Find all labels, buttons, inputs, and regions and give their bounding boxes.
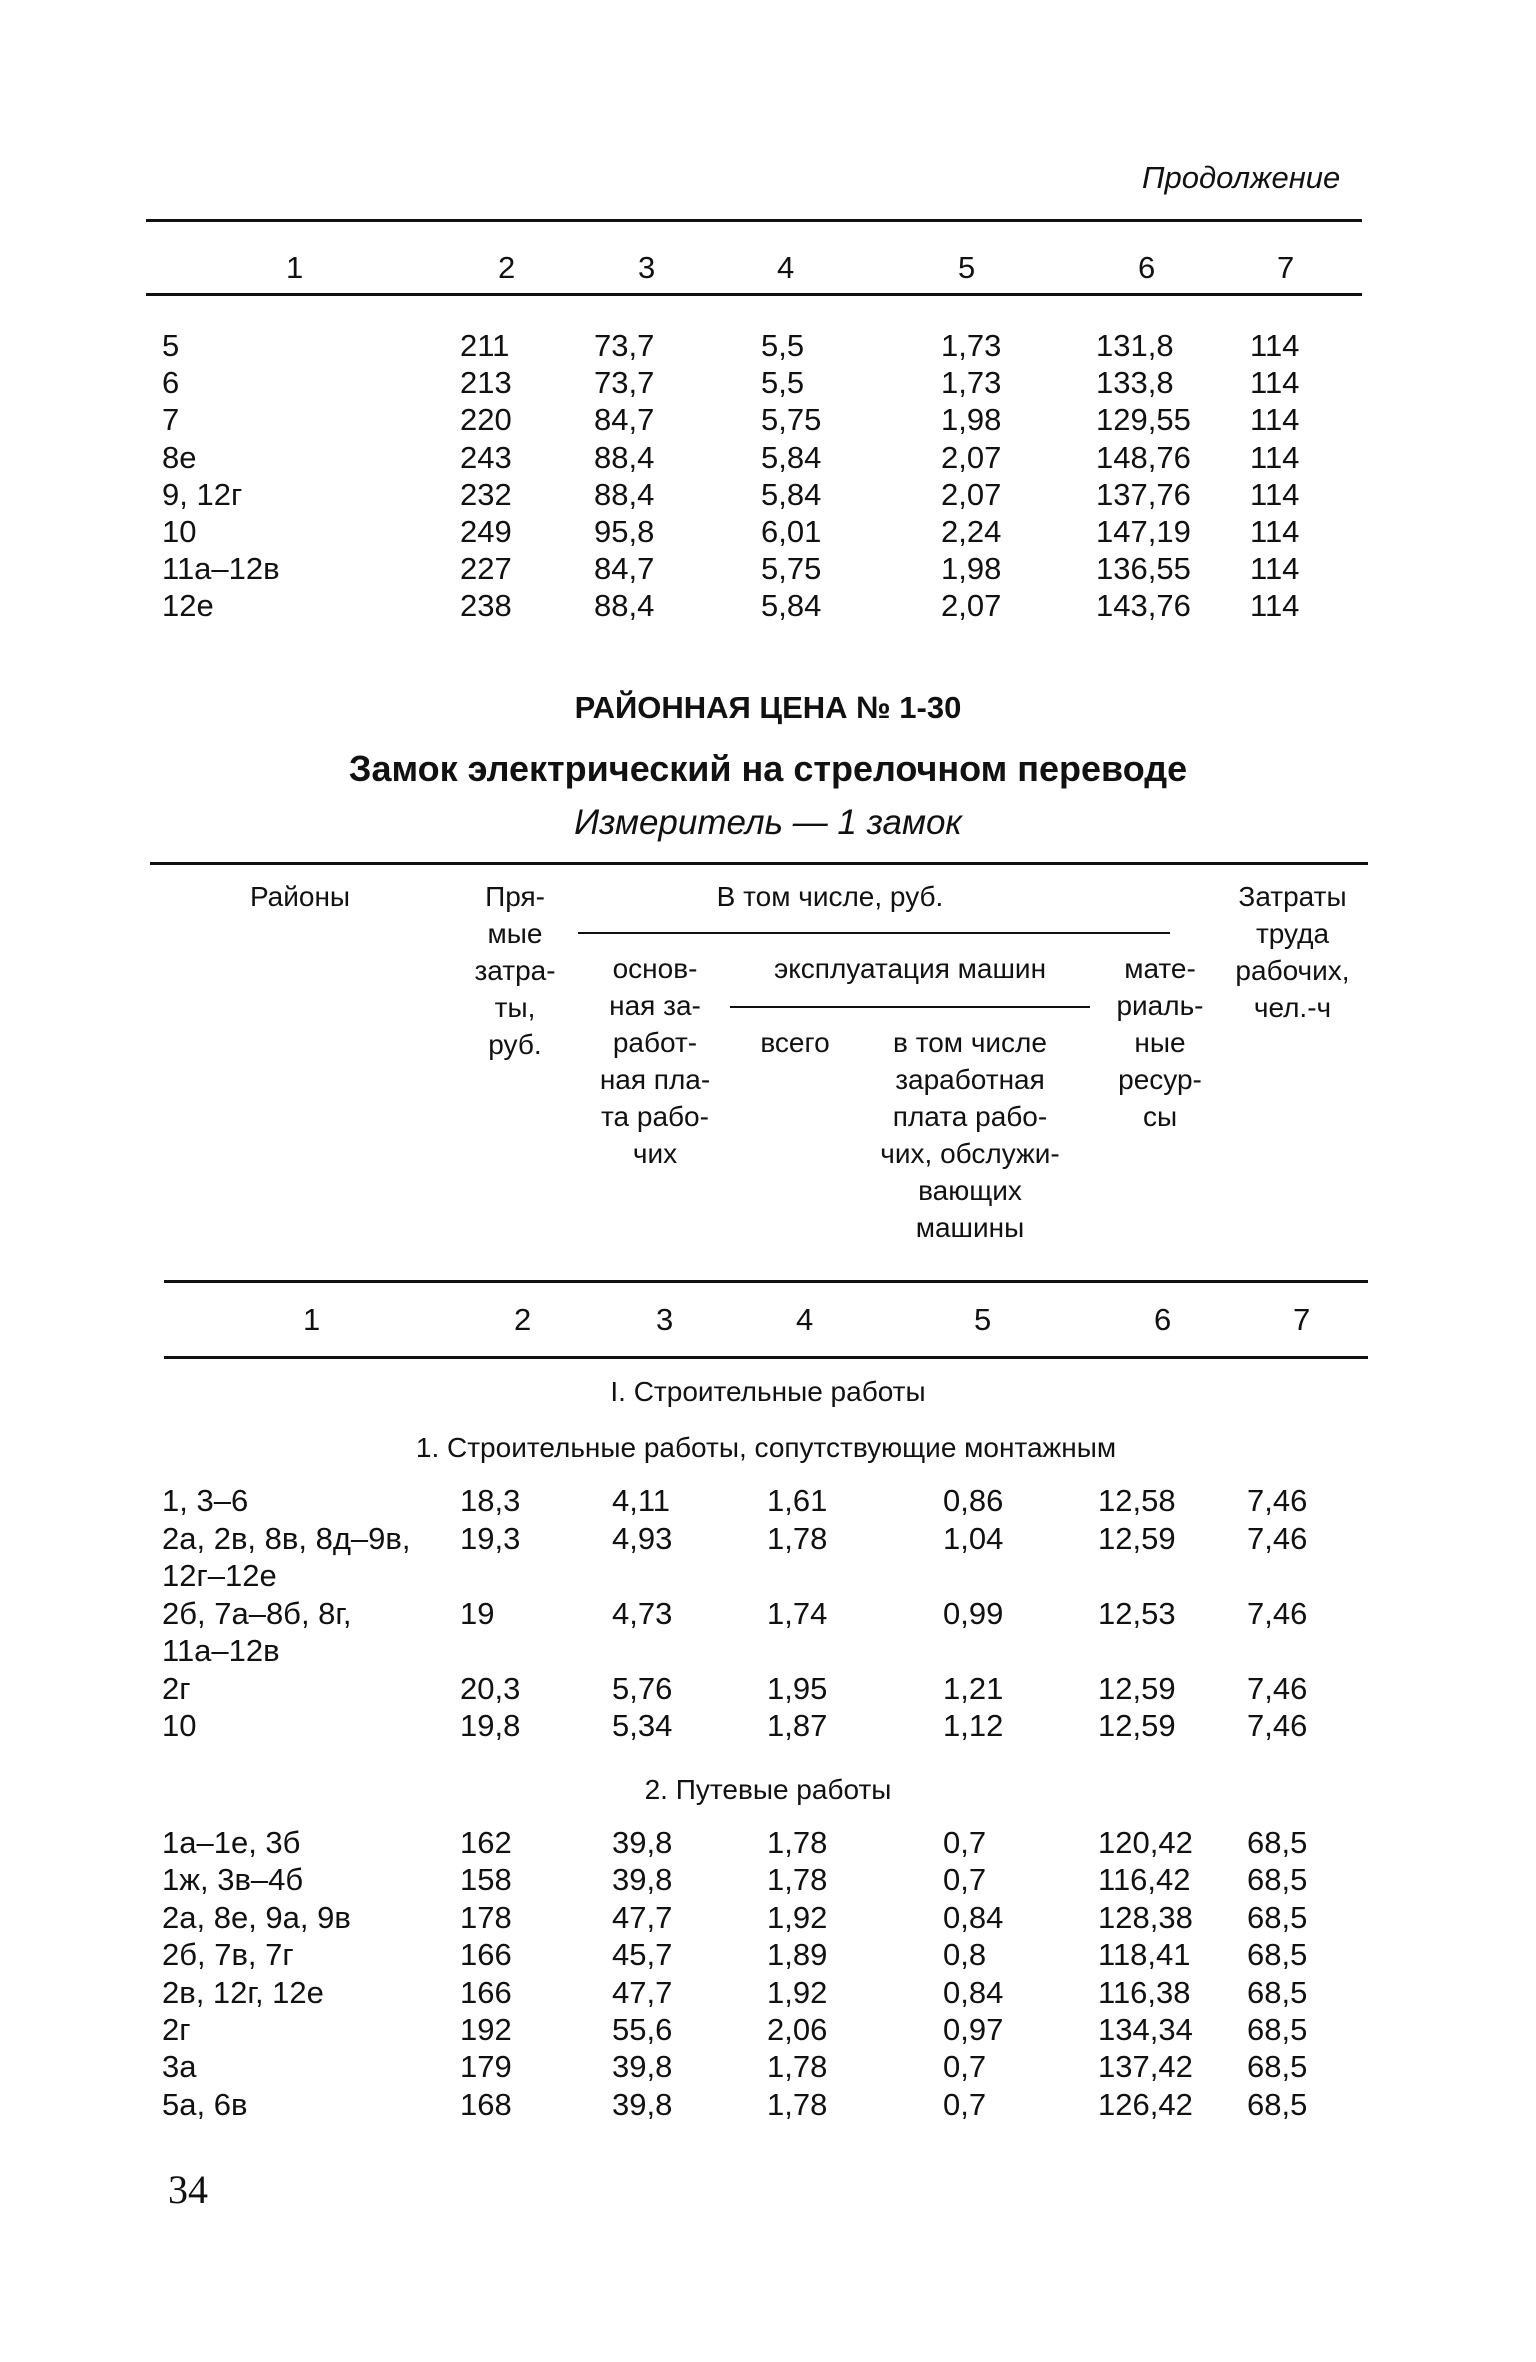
table2-row-cell: 39,8	[612, 2049, 673, 2085]
table1-row-cell: 84,7	[594, 402, 655, 438]
table1-row-cell: 88,4	[594, 439, 655, 475]
table1-row-cell: 5,84	[761, 439, 822, 475]
header-machine-operation: эксплуатация машин	[773, 953, 1047, 984]
table2-row-cell: 1,95	[767, 1670, 828, 1706]
table2-row-cell: 1,04	[943, 1520, 1004, 1556]
table2-row-cell: 1,78	[767, 2049, 828, 2085]
table1-row-cell: 114	[1250, 365, 1300, 401]
table1-row-cell: 232	[460, 476, 512, 512]
table2-column-number: 1	[303, 1302, 321, 1337]
table2-row-cell: 2,06	[767, 2012, 828, 2047]
table1-row-cell: 249	[460, 514, 512, 549]
table2-row-cell: 39,8	[612, 2086, 673, 2122]
table1-row-cell: 5,75	[761, 402, 822, 438]
table2-row-cell: 4,93	[612, 1520, 673, 1556]
table2-row-cell: 19	[460, 1595, 495, 1631]
subsection-track-works: 2. Путевые работы	[644, 1774, 892, 1805]
header-base-wages-line: ная за-	[609, 990, 701, 1021]
table1-column-number: 1	[286, 250, 304, 285]
table2-row-cell: 158	[460, 1862, 512, 1898]
table1-row-cell: 114	[1250, 439, 1300, 475]
table1-column-number: 3	[638, 250, 656, 285]
table1-row-cell: 2,07	[941, 439, 1002, 475]
table1-row-cell: 6,01	[761, 514, 822, 549]
header-machine-wages-line: плата рабо-	[892, 1101, 1048, 1132]
table2-row-cell: 12,59	[1098, 1520, 1176, 1556]
header-regions: Районы	[249, 881, 351, 912]
header-base-wages-line: та рабо-	[601, 1101, 709, 1132]
table1-row-cell: 133,8	[1096, 365, 1174, 401]
table1-header-rule	[146, 293, 1362, 296]
table2-row-cell: 5,76	[612, 1670, 673, 1706]
table1-row-cell: 143,76	[1096, 588, 1191, 624]
table2-column-number: 2	[514, 1302, 532, 1337]
table2-row-cell: 1,92	[767, 1974, 828, 2010]
header-machine-wages-line: чих, обслужи-	[880, 1138, 1060, 1169]
table2-row-cell: 1,92	[767, 1899, 828, 1935]
table2-row-cell: 192	[460, 2012, 512, 2047]
table2-column-number: 3	[656, 1302, 674, 1337]
table2-row-cell: 0,84	[943, 1974, 1004, 2010]
table2-row-cell: 5а, 6в	[162, 2086, 248, 2122]
table1-row-cell: 12е	[162, 588, 214, 624]
table2-row-cell: 68,5	[1247, 2086, 1308, 2122]
header-base-wages-line: работ-	[612, 1027, 698, 1058]
table1-row-cell: 114	[1250, 402, 1300, 438]
table2-row-cell: 0,84	[943, 1899, 1004, 1935]
header-materials	[1100, 950, 1220, 1135]
table2-row-cell: 39,8	[612, 1825, 673, 1860]
table2-row-cell: 1,78	[767, 1862, 828, 1898]
header-base-wages-line: чих	[632, 1138, 678, 1169]
header-base-wages-line: ная пла-	[599, 1064, 711, 1095]
table1-row-cell: 9, 12г	[162, 476, 243, 512]
header-direct-costs	[440, 878, 590, 1063]
table1-row-cell: 88,4	[594, 588, 655, 624]
subsection-related-works: 1. Строительные работы, сопутствующие монтажным	[415, 1432, 1117, 1463]
table2-row-cell: 19,8	[460, 1708, 521, 1743]
price-unit: Измеритель — 1 замок	[574, 803, 962, 842]
table2-row-cell: 7,46	[1247, 1708, 1308, 1743]
table2-row-cell: 1,78	[767, 1520, 828, 1556]
table2-column-number: 5	[974, 1302, 992, 1337]
table1-row-cell: 114	[1250, 476, 1300, 512]
table1-row-cell: 227	[460, 551, 512, 587]
header-direct-costs-line: Пря-	[485, 881, 545, 912]
header-machine-wages-line: вающих	[918, 1175, 1022, 1206]
table1-row-cell: 114	[1250, 588, 1300, 624]
table2-row-cell: 5,34	[612, 1708, 673, 1743]
table2-row-cell: 12,58	[1098, 1483, 1176, 1518]
header-direct-costs-line: мые	[487, 918, 543, 949]
table1-column-number: 6	[1138, 250, 1156, 285]
table1-column-number: 5	[958, 250, 976, 285]
header-labor-line: Затраты	[1238, 881, 1347, 912]
table1-row-cell: 95,8	[594, 514, 655, 549]
price-heading: РАЙОННАЯ ЦЕНА № 1-30	[574, 690, 962, 725]
table2-row-cell: 1,12	[943, 1708, 1004, 1743]
header-labor-line: чел.-ч	[1253, 992, 1332, 1023]
table2-row-cell: 7,46	[1247, 1520, 1308, 1556]
table1-row-cell: 238	[460, 588, 512, 624]
header-machine-wages-line: машины	[915, 1212, 1025, 1243]
table2-row-cell: 0,7	[943, 2086, 987, 2122]
table2-row-cell: 2а, 2в, 8в, 8д–9в,	[162, 1520, 411, 1556]
table2-row-cell: 3а	[162, 2049, 197, 2085]
header-labor	[1210, 878, 1375, 1026]
table1-row-cell: 1,73	[941, 365, 1002, 401]
table2-row-cell: 7,46	[1247, 1483, 1308, 1518]
table2-row-cell: 11а–12в	[162, 1633, 280, 1668]
table2-row-cell: 179	[460, 2049, 512, 2085]
header-materials-line: риаль-	[1116, 990, 1204, 1021]
continuation-label: Продолжение	[1142, 160, 1341, 195]
table2-row-cell: 116,38	[1098, 1974, 1191, 2010]
table1-row-cell: 2,07	[941, 476, 1002, 512]
header-base-wages-line: основ-	[612, 953, 698, 984]
table2-row-cell: 0,97	[943, 2012, 1004, 2047]
table2-row-cell: 166	[460, 1974, 512, 2010]
table2-row-cell: 12,53	[1098, 1595, 1176, 1631]
table2-row-cell: 7,46	[1247, 1595, 1308, 1631]
table1-row-cell: 114	[1250, 514, 1300, 549]
table2-row-cell: 1а–1е, 3б	[162, 1825, 301, 1860]
header-materials-line: ные	[1134, 1027, 1186, 1058]
table2-row-cell: 10	[162, 1708, 197, 1743]
table2-row-cell: 2г	[162, 1670, 191, 1706]
table1-row-cell: 84,7	[594, 551, 655, 587]
table1-row-cell: 5,75	[761, 551, 822, 587]
table2-row-cell: 134,34	[1098, 2012, 1193, 2047]
table2-column-number: 6	[1154, 1302, 1172, 1337]
table1-row-cell: 8е	[162, 439, 197, 475]
header-labor-line: рабочих,	[1235, 955, 1350, 986]
table2-row-cell: 128,38	[1098, 1899, 1193, 1935]
table1-row-cell: 137,76	[1096, 476, 1191, 512]
table1-column-number: 4	[777, 250, 795, 285]
table2-numbers-rule	[164, 1356, 1368, 1359]
header-machine-wages-line: в том числе	[893, 1027, 1047, 1058]
header-machine-wages	[860, 1024, 1080, 1246]
table2-row-cell: 4,73	[612, 1595, 673, 1631]
header-labor-line: труда	[1255, 918, 1330, 949]
table2-row-cell: 1,74	[767, 1595, 828, 1631]
table2-row-cell: 1,87	[767, 1708, 828, 1743]
table1-row-cell: 114	[1250, 328, 1300, 363]
table1-row-cell: 136,55	[1096, 551, 1191, 587]
table2-row-cell: 68,5	[1247, 2012, 1308, 2047]
table2-row-cell: 20,3	[460, 1670, 521, 1706]
table2-row-cell: 1, 3–6	[162, 1483, 249, 1518]
table2-row-cell: 0,7	[943, 2049, 987, 2085]
table2-row-cell: 0,7	[943, 1825, 987, 1860]
table2-row-cell: 1,78	[767, 2086, 828, 2122]
table2-row-cell: 12,59	[1098, 1670, 1176, 1706]
table2-row-cell: 1,78	[767, 1825, 828, 1860]
table1-row-cell: 5,5	[761, 365, 805, 401]
table1-row-cell: 243	[460, 439, 512, 475]
table2-row-cell: 4,11	[612, 1483, 671, 1518]
table1-row-cell: 114	[1250, 551, 1300, 587]
table1-row-cell: 88,4	[594, 476, 655, 512]
table1-row-cell: 73,7	[594, 365, 655, 401]
table2-row-cell: 47,7	[612, 1899, 673, 1935]
table2-row-cell: 2б, 7в, 7г	[162, 1937, 294, 1973]
header-materials-line: мате-	[1124, 953, 1196, 984]
table2-row-cell: 12г–12е	[162, 1558, 277, 1593]
table2-row-cell: 68,5	[1247, 1974, 1308, 2010]
table2-row-cell: 55,6	[612, 2012, 673, 2047]
table1-row-cell: 5,5	[761, 328, 805, 363]
table1-row-cell: 11а–12в	[162, 551, 280, 587]
page-number: 34	[168, 2167, 208, 2212]
table2-header-rule	[164, 1280, 1368, 1283]
table2-top-rule	[150, 862, 1368, 865]
table1-row-cell: 5,84	[761, 588, 822, 624]
price-title: Замок электрический на стрелочном переводе	[348, 748, 1188, 789]
header-direct-costs-line: ты,	[494, 992, 536, 1023]
table1-row-cell: 129,55	[1096, 402, 1191, 438]
table2-row-cell: 0,86	[943, 1483, 1004, 1518]
table2-row-cell: 1ж, 3в–4б	[162, 1862, 304, 1898]
table1-row-cell: 213	[460, 365, 512, 401]
table2-row-cell: 39,8	[612, 1862, 673, 1898]
table2-row-cell: 0,7	[943, 1862, 987, 1898]
table2-column-number: 7	[1293, 1302, 1311, 1337]
table2-row-cell: 1,21	[943, 1670, 1004, 1706]
table2-row-cell: 47,7	[612, 1974, 673, 2010]
table1-row-cell: 10	[162, 514, 197, 549]
header-direct-costs-line: затра-	[474, 955, 556, 986]
header-materials-line: ресур-	[1118, 1064, 1202, 1095]
table2-row-cell: 18,3	[460, 1483, 521, 1518]
table1-row-cell: 6	[162, 365, 180, 401]
table2-row-cell: 120,42	[1098, 1825, 1193, 1860]
table2-row-cell: 0,8	[943, 1937, 987, 1973]
table1-row-cell: 73,7	[594, 328, 655, 363]
table2-row-cell: 2а, 8е, 9а, 9в	[162, 1899, 351, 1935]
table1-row-cell: 2,24	[941, 514, 1002, 549]
table1-row-cell: 147,19	[1096, 514, 1191, 549]
table1-row-cell: 7	[162, 402, 180, 438]
including-rule	[578, 932, 1170, 934]
table2-row-cell: 137,42	[1098, 2049, 1193, 2085]
table2-row-cell: 116,42	[1098, 1862, 1191, 1898]
table2-row-cell: 0,99	[943, 1595, 1004, 1631]
table2-row-cell: 2г	[162, 2012, 191, 2047]
header-including: В том числе, руб.	[716, 881, 944, 912]
table1-row-cell: 220	[460, 402, 512, 438]
table1-row-cell: 1,98	[941, 551, 1002, 587]
table2-row-cell: 45,7	[612, 1937, 673, 1973]
header-base-wages	[580, 950, 730, 1172]
table2-row-cell: 68,5	[1247, 1899, 1308, 1935]
table2-row-cell: 1,89	[767, 1937, 828, 1973]
table1-column-number: 7	[1277, 250, 1295, 285]
table1-top-rule	[146, 219, 1362, 222]
table2-row-cell: 118,41	[1098, 1937, 1191, 1973]
table2-row-cell: 7,46	[1247, 1670, 1308, 1706]
table2-row-cell: 2б, 7а–8б, 8г,	[162, 1595, 352, 1631]
table2-row-cell: 126,42	[1098, 2086, 1193, 2122]
table2-row-cell: 2в, 12г, 12е	[162, 1974, 324, 2010]
table1-row-cell: 5	[162, 328, 180, 363]
section-construction: I. Строительные работы	[610, 1376, 926, 1407]
header-direct-costs-line: руб.	[488, 1029, 542, 1060]
table1-row-cell: 211	[460, 328, 510, 363]
table2-row-cell: 1,61	[767, 1483, 828, 1518]
table2-row-cell: 19,3	[460, 1520, 521, 1556]
table1-row-cell: 131,8	[1096, 328, 1174, 363]
table1-column-number: 2	[498, 250, 516, 285]
table1-row-cell: 148,76	[1096, 439, 1191, 475]
table1-row-cell: 2,07	[941, 588, 1002, 624]
header-machine-wages-line: заработная	[895, 1064, 1045, 1095]
table2-row-cell: 168	[460, 2086, 512, 2122]
table1-row-cell: 1,73	[941, 328, 1002, 363]
table2-row-cell: 68,5	[1247, 2049, 1308, 2085]
header-materials-line: сы	[1142, 1101, 1178, 1132]
machine-rule	[730, 1006, 1090, 1008]
table2-row-cell: 12,59	[1098, 1708, 1176, 1743]
table1-row-cell: 5,84	[761, 476, 822, 512]
table2-row-cell: 68,5	[1247, 1825, 1308, 1860]
table1-row-cell: 1,98	[941, 402, 1002, 438]
table2-row-cell: 68,5	[1247, 1862, 1308, 1898]
table2-row-cell: 162	[460, 1825, 512, 1860]
table2-column-number: 4	[796, 1302, 814, 1337]
header-total: всего	[760, 1027, 830, 1058]
table2-row-cell: 166	[460, 1937, 512, 1973]
table2-row-cell: 68,5	[1247, 1937, 1308, 1973]
table2-row-cell: 178	[460, 1899, 512, 1935]
